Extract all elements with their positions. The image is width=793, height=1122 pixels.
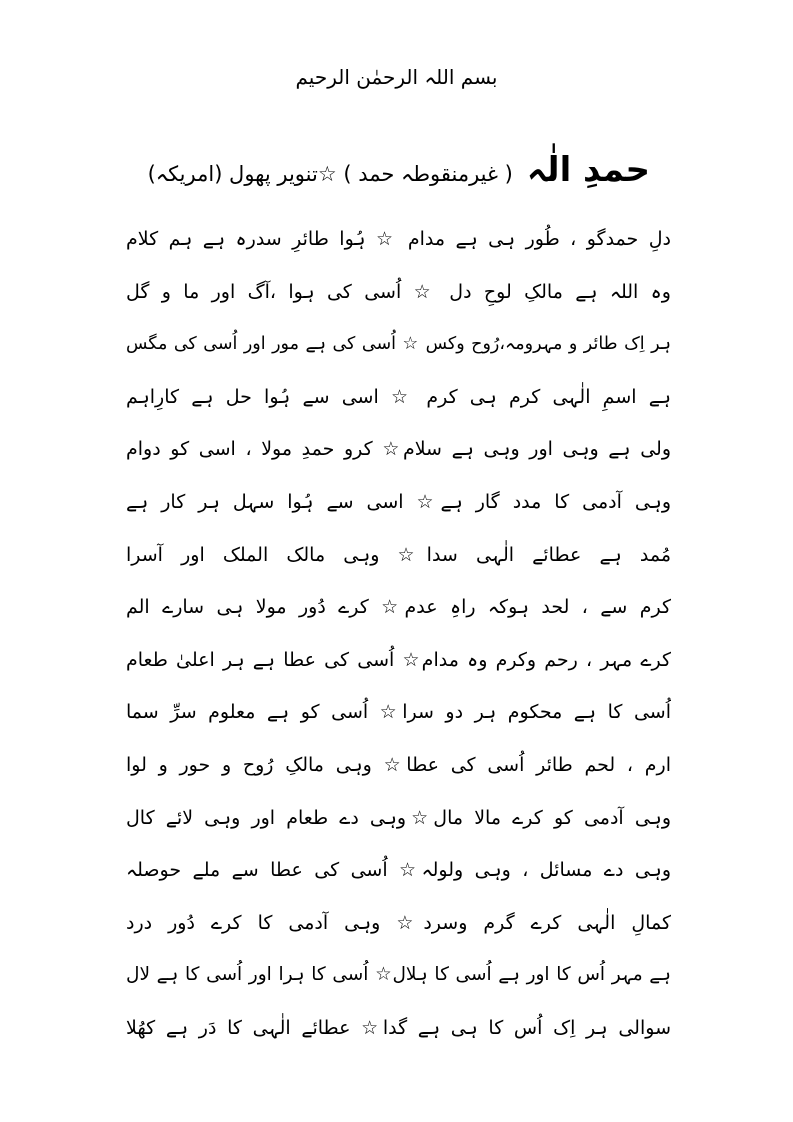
- verse-line: کرم سے ، لحد ہوکہ راہِ عدم☆ کرے دُور مولا ہی سارے الم: [126, 596, 671, 618]
- poem-title: حمدِ الٰہ: [526, 150, 650, 190]
- verse-line: اُسی کا ہے محکوم ہر دو سرا☆ اُسی کو ہے معلوم سرِّ سما: [126, 701, 671, 723]
- verse-line: سوالی ہر اِک اُس کا ہی ہے گدا☆ عطائے الٰہی کا دَر ہے کھُلا: [126, 1017, 671, 1039]
- verse-line: کمالِ الٰہی کرے گرم وسرد☆ وہی آدمی کا کرے دُور درد: [126, 912, 671, 934]
- verse-line: وہی آدمی کو کرے مالا مال☆وہی دے طعام اور وہی لائے کال: [126, 807, 671, 829]
- verse-line: دلِ حمدگو ، طُور ہی ہے مدام ☆ ہُوا طائرِ سدرہ ہے ہم کلام: [126, 228, 671, 250]
- verse-line: وہی آدمی کا مدد گار ہے☆ اسی سے ہُوا سہل ہر کار ہے: [126, 491, 671, 513]
- verse-line: ہے اسمِ الٰہی کرم ہی کرم ☆ اسی سے ہُوا حل ہے کارِاہم: [126, 386, 671, 408]
- poem-subtitle: ( غیرمنقوطہ حمد ) ☆تنویر پھول (امریکہ): [147, 162, 513, 186]
- verse-line: کرے مہر ، رحم وکرم وہ مدام☆ اُسی کی عطا ہے ہر اعلیٰ طعام: [126, 649, 671, 671]
- verse-line: ہر اِک طائر و مہرومہ،رُوح وکس ☆ اُسی کی ہے مور اور اُسی کی مگس: [126, 334, 671, 354]
- verse-line: وہ اللہ ہے مالکِ لوحِ دل ☆ اُسی کی ہوا ،آگ اور ما و گل: [126, 281, 671, 303]
- bismillah-header: بسم اللہ الرحمٰن الرحیم: [295, 65, 498, 89]
- verse-line: مُمد ہے عطائے الٰہی سدا☆ وہی مالک الملک اور آسرا: [126, 544, 671, 566]
- verse-line: ولی ہے وہی اور وہی ہے سلام☆ کرو حمدِ مولا ، اسی کو دوام: [126, 438, 671, 460]
- title-row: [147, 148, 650, 198]
- verse-line: ہے مہر اُس کا اور ہے اُسی کا ہلال☆ اُسی کا ہرا اور اُسی کا ہے لال: [126, 964, 671, 985]
- verse-line: وہی دے مسائل ، وہی ولولہ☆ اُسی کی عطا سے ملے حوصلہ: [126, 859, 671, 881]
- verse-line: ارم ، لحم طائر اُسی کی عطا☆ وہی مالکِ رُوح و حور و لوا: [126, 754, 671, 776]
